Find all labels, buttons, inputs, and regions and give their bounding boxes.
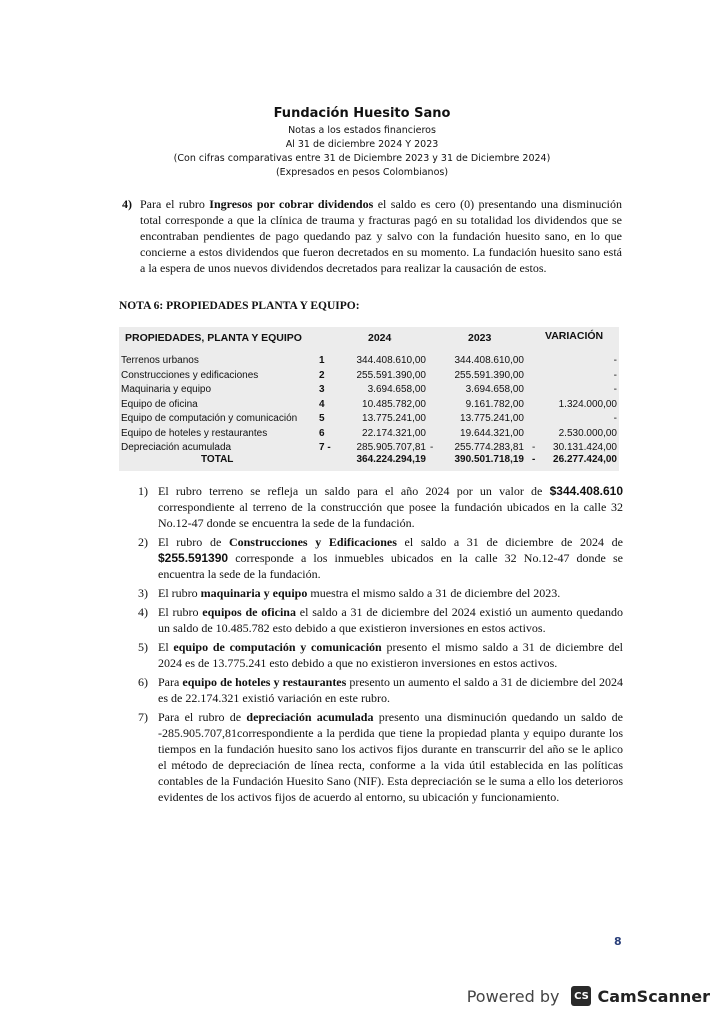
list-item-bold-term: $344.408.610 (549, 484, 623, 498)
list-item-text: El (158, 640, 174, 654)
row-label: Terrenos urbanos (121, 355, 199, 366)
header-line-4: (Expresados en pesos Colombianos) (275, 167, 449, 178)
header-2023: 2023 (468, 332, 492, 344)
row-note-index: 6 (319, 427, 325, 439)
row-label: Equipo de hoteles y restaurantes (121, 427, 268, 439)
row-note-index: 1 (319, 355, 325, 366)
row-value-2024: 13.775.241,00 (362, 413, 426, 424)
row-sign-2024: - (430, 442, 434, 453)
list-item-number: 3) (138, 586, 148, 600)
camscanner-logo-icon: CS (571, 986, 591, 1006)
row-label: Equipo de oficina (121, 398, 198, 410)
list-item (138, 534, 624, 582)
list-item-bold-term: Construcciones y Edificaciones (228, 535, 397, 549)
note-4-text-start: Para el rubro (140, 197, 210, 211)
note-4-number: 4) (122, 197, 132, 211)
row-sign-variation: - (532, 442, 536, 453)
list-item-text: corresponde a los inmuebles ubicados en la calle 32 No.12-47 donde se encuentra la sede de la fundación. (158, 551, 623, 581)
list-item-number: 4) (138, 605, 148, 619)
list-item-number: 7) (138, 710, 148, 724)
list-item-text: presento un aumento el saldo a 31 de diciembre del 2024 es de 22.174.321 existió variación en este rubro. (158, 675, 623, 705)
row-value-2024: 255.591.390,00 (356, 369, 426, 381)
row-label: Equipo de computación y comunicación (121, 413, 298, 424)
row-value-2024: 344.408.610,00 (356, 355, 426, 366)
list-item-text: presento el mismo saldo a 31 de diciembre del 2024 es de 13.775.241 esto debido a que no existieron inversiones en estos activos. (158, 640, 623, 670)
table-row (119, 428, 619, 442)
list-item (138, 639, 623, 671)
list-item-text: el saldo a 31 de diciembre de 2024 de (396, 535, 624, 549)
powered-by-text: Powered by (466, 986, 560, 1006)
row-variation: - (613, 413, 617, 424)
row-variation: - (613, 384, 617, 395)
table-row (119, 413, 619, 427)
row-value-2023: 344.408.610,00 (454, 355, 524, 366)
ppe-explanations-list (138, 483, 624, 808)
list-item (138, 674, 623, 706)
list-item-text: el saldo a 31 de diciembre del 2024 existió un aumento quedando un saldo de 10.485.782 esto debido a que existieron inversiones en estos activos. (158, 605, 624, 635)
camscanner-watermark (467, 985, 710, 1007)
row-value-2024: 22.174.321,00 (362, 427, 426, 439)
row-value-2023: 9.161.782,00 (465, 398, 524, 410)
row-note-index: 7 - (319, 442, 331, 453)
row-variation: 1.324.000,00 (558, 398, 617, 410)
document-header (0, 106, 724, 180)
row-label: Depreciación acumulada (121, 442, 232, 453)
page-number: 8 (614, 935, 622, 948)
list-item-number: 5) (138, 640, 148, 654)
row-label: Construcciones y edificaciones (121, 369, 259, 381)
list-item-text: Para (158, 675, 183, 689)
list-item (138, 604, 624, 636)
total-2023: 390.501.718,19 (454, 454, 524, 465)
list-item-text: El rubro terreno se refleja un saldo para el año 2024 por un valor de (158, 484, 550, 498)
list-item-text: Para el rubro de (158, 710, 247, 724)
header-line-1: Notas a los estados financieros (288, 125, 436, 136)
row-value-2023: 255.774.283,81 (454, 442, 524, 453)
list-item-bold-term: $255.591390 (158, 551, 229, 565)
list-item-number: 2) (138, 535, 148, 549)
row-variation: 30.131.424,00 (553, 442, 617, 453)
list-item-text: El rubro (158, 586, 201, 600)
table-row (119, 370, 619, 384)
list-item-text: presento una disminución quedando un saldo de -285.905.707,81correspondiente a la perdida que tiene la propiedad planta y equipo durante los tiempos en la fundación huesito sano los activos fijos durante en transcurrir del año se le aplico el método de depreciación de línea recta, conforme a la vida útil establecida en las políticas contables de la Fundación Huesito Sano (NIF). Esta depreciación se le suma a ello los deterioros evidentes de los activos fijos de acuerdo al entorno, su ubicación y funcionamiento. (158, 710, 624, 804)
total-2024: 364.224.294,19 (356, 454, 426, 465)
list-item-text: muestra el mismo saldo a 31 de diciembre del 2023. (307, 586, 561, 600)
header-line-3: (Con cifras comparativas entre 31 de Diciembre 2023 y 31 de Diciembre 2024) (173, 153, 551, 164)
note-4-bold-term: Ingresos por cobrar dividendos (209, 197, 374, 211)
total-variation: 26.277.424,00 (553, 454, 617, 465)
row-note-index: 3 (319, 384, 325, 395)
row-value-2023: 13.775.241,00 (460, 413, 524, 424)
table-row (119, 355, 619, 369)
list-item-bold-term: depreciación acumulada (246, 710, 374, 724)
list-item-number: 1) (138, 484, 148, 498)
row-note-index: 2 (319, 369, 325, 381)
list-item-bold-term: equipo de computación y comunicación (173, 640, 382, 654)
ppe-table (119, 327, 619, 471)
header-label: PROPIEDADES, PLANTA Y EQUIPO (125, 332, 302, 344)
row-value-2024: 285.905.707,81 (356, 442, 426, 453)
header-2024: 2024 (368, 332, 392, 344)
row-note-index: 4 (319, 398, 325, 410)
list-item-text: El rubro (158, 605, 203, 619)
row-value-2023: 255.591.390,00 (454, 369, 524, 381)
header-line-2: Al 31 de diciembre 2024 Y 2023 (285, 139, 439, 150)
note-4-text-end: el saldo es cero (0) presentando una disminución total corresponde a que la clínica de trauma y fracturas pagó en su totalidad los dividendos que se encontraban pendientes de pago quedando paz y salvo con la fundación huesito sano, en lo que concierne a estos dividendos que fueron decretados en su momento. La fundación huesito sano está a la espera de unos nuevos dividendos decretados para realizar la causación de estos. (140, 197, 623, 275)
row-note-index: 5 (319, 413, 325, 424)
row-variation: - (613, 355, 617, 366)
list-item-text: El rubro de (158, 535, 229, 549)
row-value-2024: 10.485.782,00 (362, 398, 426, 410)
note-4-paragraph (122, 196, 623, 276)
list-item-bold-term: equipo de hoteles y restaurantes (182, 675, 347, 689)
row-label: Maquinaria y equipo (121, 384, 212, 395)
list-item (138, 709, 624, 805)
table-total-row (119, 454, 619, 468)
row-value-2024: 3.694.658,00 (367, 384, 426, 395)
list-item (138, 585, 623, 601)
table-header-row (119, 332, 619, 346)
row-variation: 2.530.000,00 (558, 427, 617, 439)
row-value-2023: 19.644.321,00 (460, 427, 524, 439)
table-row (119, 384, 619, 398)
list-item-bold-term: equipos de oficina (202, 605, 296, 619)
list-item-number: 6) (138, 675, 148, 689)
camscanner-brand: CamScanner (597, 986, 710, 1006)
total-var-sign: - (532, 454, 536, 465)
total-label: TOTAL (201, 454, 234, 465)
row-variation: - (613, 369, 617, 381)
row-value-2023: 3.694.658,00 (465, 384, 524, 395)
org-title: Fundación Huesito Sano (273, 106, 451, 121)
header-variation: VARIACIÓN (545, 330, 604, 342)
list-item-text: correspondiente al terreno de la construcción que posee la fundación ubicados en la calle 32 No.12-47 donde se encuentra la sede de la fundación. (158, 500, 623, 530)
list-item (138, 483, 623, 531)
list-item-bold-term: maquinaria y equipo (200, 586, 308, 600)
note-6-title: NOTA 6: PROPIEDADES PLANTA Y EQUIPO: (119, 300, 360, 312)
table-row (119, 399, 619, 413)
